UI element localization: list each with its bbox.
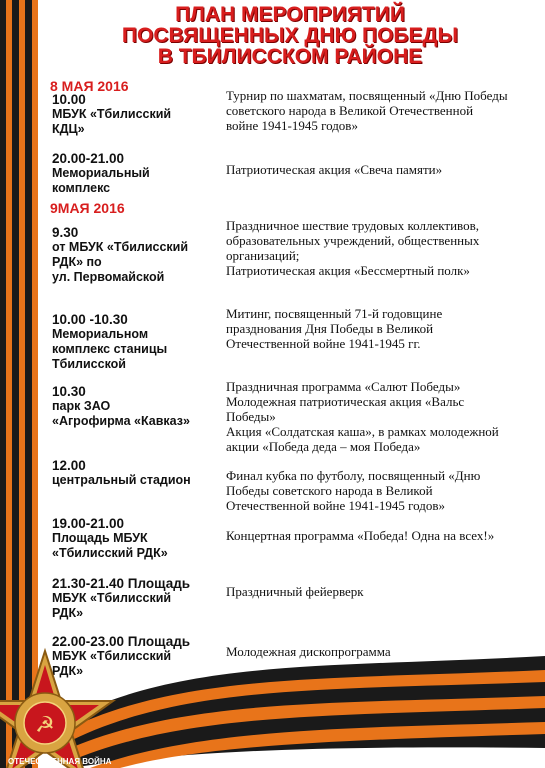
event-description: Турнир по шахматам, посвященный «Дню Победы советского народа в Великой Отечественной войне 1941-1945 годов» bbox=[226, 88, 508, 133]
title-line-1: ПЛАН МЕРОПРИЯТИЙ bbox=[175, 3, 405, 26]
medal-inscription: ОТЕЧЕСТВЕННАЯ ВОЙНА bbox=[8, 757, 112, 766]
event-when: 21.30-21.40 Площадь МБУК «Тбилисский РДК» bbox=[52, 576, 191, 620]
event-description: Молодежная дископрограмма bbox=[226, 644, 391, 659]
event-when: 10.00 -10.30 Мемориальном комплекс станицы Тбилисской bbox=[52, 312, 168, 371]
bottom-decoration bbox=[0, 628, 545, 768]
event-description: Митинг, посвященный 71-й годовщине празднования Дня Победы в Великой Отечественной войне 1941-1945 гг. bbox=[226, 306, 443, 351]
event-description: Праздничный фейерверк bbox=[226, 584, 364, 599]
st-george-ribbon-bottom bbox=[60, 656, 545, 768]
page-title bbox=[60, 4, 520, 67]
event-when: 20.00-21.00 Мемориальный комплекс bbox=[52, 151, 150, 195]
event-when: 12.00 центральный стадион bbox=[52, 458, 191, 487]
event-when: 10.30 парк ЗАО «Агрофирма «Кавказ» bbox=[52, 384, 190, 428]
event-description: Финал кубка по футболу, посвященный «Дню Победы советского народа в Великой Отечественной войне 1941-1945 годов» bbox=[226, 468, 481, 513]
event-when: 19.00-21.00 Площадь МБУК «Тбилисский РДК» bbox=[52, 516, 168, 560]
event-description: Концертная программа «Победа! Одна на всех!» bbox=[226, 528, 495, 543]
event-when: 9.30 от МБУК «Тбилисский РДК» по ул. Первомайской bbox=[52, 225, 189, 284]
event-when: 10.00 МБУК «Тбилисский КДЦ» bbox=[52, 92, 172, 136]
event-description: Праздничное шествие трудовых коллективов, образовательных учреждений, общественных организаций; Патриотическая акция «Бессмертный полк» bbox=[226, 218, 480, 278]
hammer-sickle-icon: ☭ bbox=[35, 713, 55, 738]
date-heading-may-9: 9МАЯ 2016 bbox=[50, 200, 125, 216]
event-description: Праздничная программа «Салют Победы» Молодежная патриотическая акция «Вальс Победы» Акция «Солдатская каша», в рамках молодежной акции «Победа деда – моя Победа» bbox=[226, 379, 499, 454]
title-line-3: В ТБИЛИССКОМ РАЙОНЕ bbox=[157, 45, 423, 68]
event-when: 22.00-23.00 Площадь МБУК «Тбилисский РДК» bbox=[52, 634, 191, 678]
event-description: Патриотическая акция «Свеча памяти» bbox=[226, 162, 443, 177]
date-heading-may-8: 8 МАЯ 2016 bbox=[50, 78, 129, 94]
title-line-2: ПОСВЯЩЕННЫХ ДНЮ ПОБЕДЫ bbox=[121, 24, 459, 47]
